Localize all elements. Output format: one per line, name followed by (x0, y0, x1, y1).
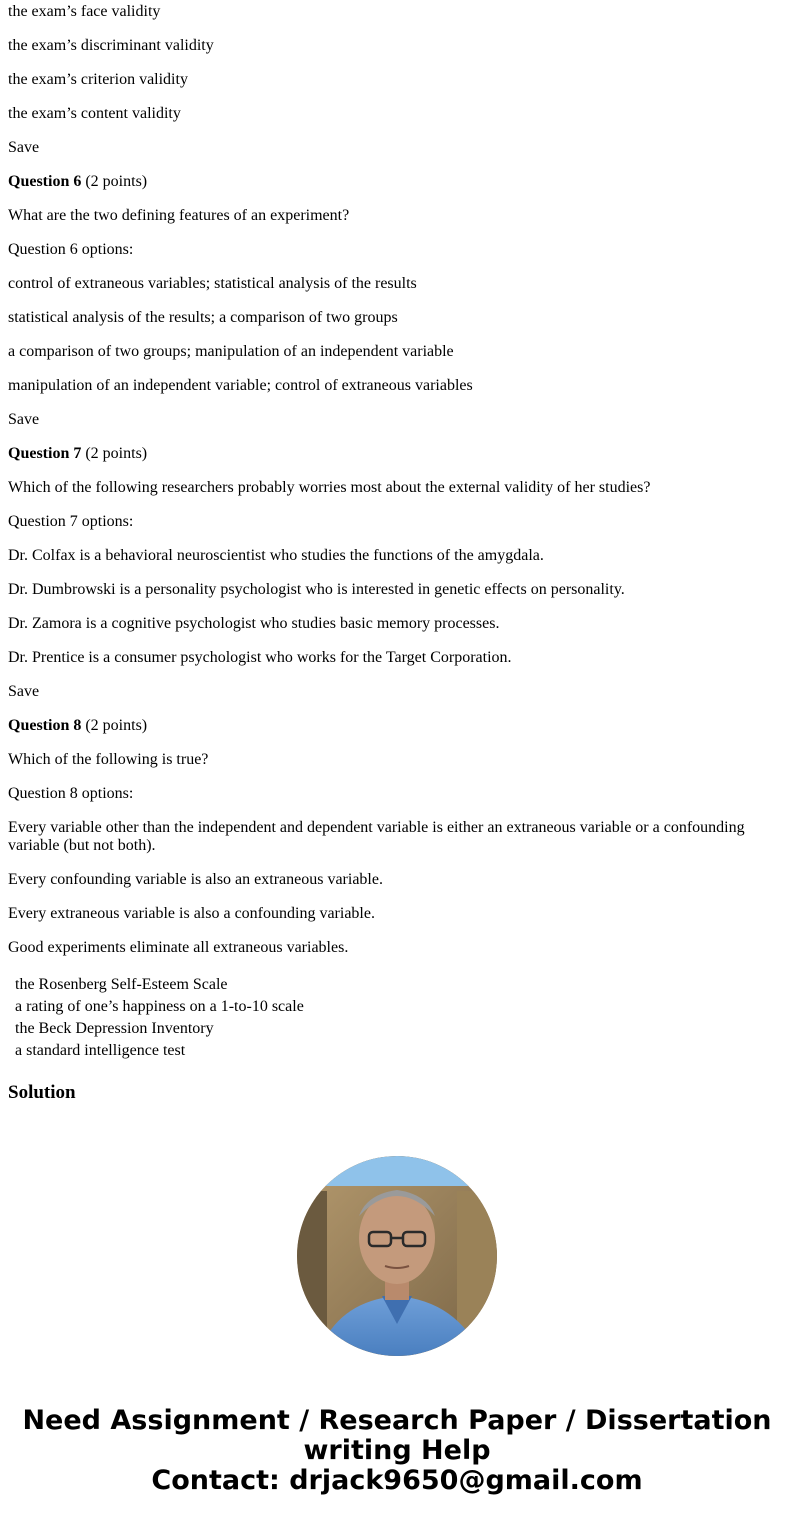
q7-options-label: Question 7 options: (8, 513, 134, 530)
q7-prompt: Which of the following researchers probably worries most about the external validity of her studies? (8, 479, 651, 496)
cta-line-3[interactable]: Contact: drjack9650@gmail.com (151, 1465, 643, 1496)
q5-save-button[interactable]: Save (8, 139, 40, 156)
document-body (0, 3, 794, 1104)
q7-option-4[interactable]: Dr. Prentice is a consumer psychologist who works for the Target Corporation. (8, 649, 512, 666)
list-item: a rating of one’s happiness on a 1-to-10 scale (15, 998, 304, 1015)
q8-option-2[interactable]: Every confounding variable is also an extraneous variable. (8, 871, 383, 888)
list-item: the Rosenberg Self-Esteem Scale (15, 976, 228, 993)
q6-option-1[interactable]: control of extraneous variables; statistical analysis of the results (8, 275, 417, 292)
q7-heading (8, 445, 786, 463)
q8-option-4[interactable]: Good experiments eliminate all extraneous variables. (8, 939, 349, 956)
q7-title: Question 7 (8, 445, 82, 462)
q6-option-2[interactable]: statistical analysis of the results; a comparison of two groups (8, 309, 398, 326)
q7-option-1[interactable]: Dr. Colfax is a behavioral neuroscientist who studies the functions of the amygdala. (8, 547, 544, 564)
q8-title: Question 8 (8, 717, 82, 734)
q5-option-2[interactable]: the exam’s discriminant validity (8, 37, 214, 54)
q8-heading (8, 717, 786, 735)
q6-options-label: Question 6 options: (8, 241, 134, 258)
solution-heading: Solution (8, 1082, 76, 1103)
q8-option-3[interactable]: Every extraneous variable is also a confounding variable. (8, 905, 375, 922)
q7-points: (2 points) (85, 445, 148, 462)
q5-option-3[interactable]: the exam’s criterion validity (8, 71, 188, 88)
q6-title: Question 6 (8, 173, 82, 190)
extra-options-list (8, 974, 786, 1062)
q5-option-1[interactable]: the exam’s face validity (8, 3, 161, 20)
q6-option-4[interactable]: manipulation of an independent variable; control of extraneous variables (8, 377, 473, 394)
q7-option-3[interactable]: Dr. Zamora is a cognitive psychologist who studies basic memory processes. (8, 615, 500, 632)
q8-option-1[interactable]: Every variable other than the independent and dependent variable is either an extraneous variable or a confounding variable (but not both). (8, 819, 745, 854)
avatar (297, 1156, 497, 1356)
cta-line-1: Need Assignment / Research Paper / Dissertation (22, 1405, 772, 1436)
contact-banner (0, 1406, 794, 1496)
q6-prompt: What are the two defining features of an experiment? (8, 207, 350, 224)
q8-prompt: Which of the following is true? (8, 751, 209, 768)
q6-points: (2 points) (85, 173, 148, 190)
cta-line-2: writing Help (303, 1435, 491, 1466)
q7-save-button[interactable]: Save (8, 683, 40, 700)
q6-heading (8, 173, 786, 191)
q5-option-4[interactable]: the exam’s content validity (8, 105, 181, 122)
list-item: the Beck Depression Inventory (15, 1020, 214, 1037)
q8-options-label: Question 8 options: (8, 785, 134, 802)
q6-save-button[interactable]: Save (8, 411, 40, 428)
q7-option-2[interactable]: Dr. Dumbrowski is a personality psychologist who is interested in genetic effects on personality. (8, 581, 625, 598)
q6-option-3[interactable]: a comparison of two groups; manipulation of an independent variable (8, 343, 454, 360)
list-item: a standard intelligence test (15, 1042, 186, 1059)
q8-points: (2 points) (85, 717, 148, 734)
author-photo (297, 1156, 497, 1356)
